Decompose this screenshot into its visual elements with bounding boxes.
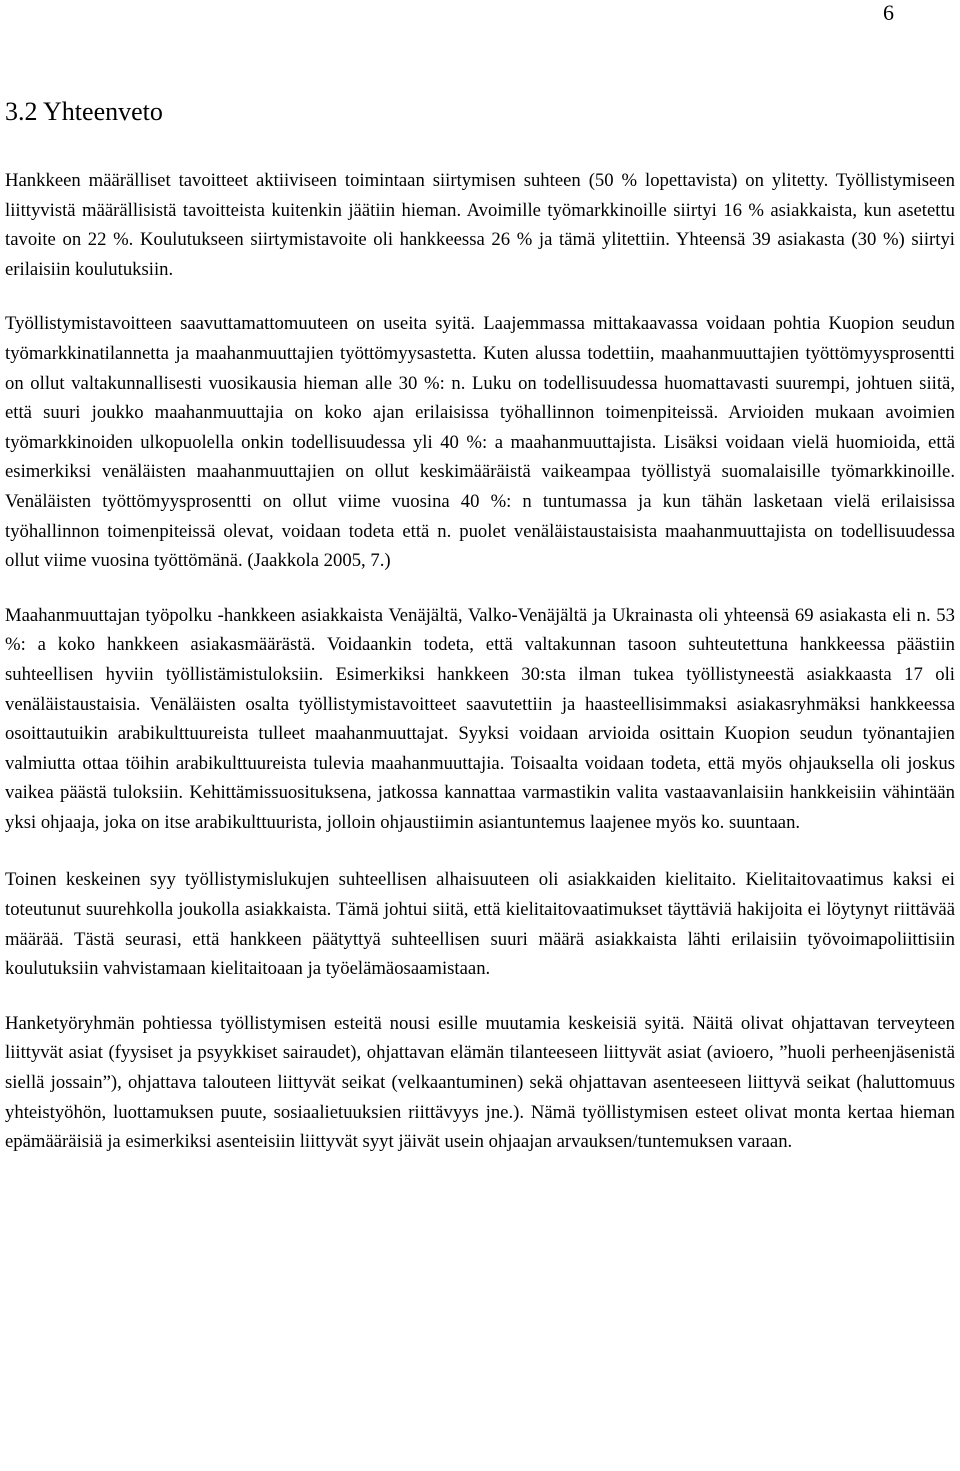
- section-heading: 3.2 Yhteenveto: [5, 97, 163, 126]
- document-body: [5, 166, 955, 1182]
- paragraph-summary: Hankkeen määrälliset tavoitteet aktiiviseen toimintaan siirtymisen suhteen (50 % lopettavista) on ylitetty. Työllistymiseen liittyvistä määrällisistä tavoitteista kuitenkin jäätiin hieman. Avoimille työmarkkinoille siirtyi 16 % asiakkaista, kun asetettu tavoite on 22 %. Koulutukseen siirtymistavoite oli hankkeessa 26 % ja tämä ylitettiin. Yhteensä 39 asiakasta (30 %) siirtyi erilaisiin koulutuksiin.: [5, 170, 955, 280]
- paragraph-employment-barriers: Hanketyöryhmän pohtiessa työllistymisen esteitä nousi esille muutamia keskeisiä syitä. Näitä olivat ohjattavan terveyteen liittyvät asiat (fyysiset ja psyykkiset sairaudet), ohjattavan elämän tilanteeseen liittyvät asiat (avioero, ”huoli perheenjäsenistä siellä jossain”), ohjattava talouteen liittyvät seikat (velkaantuminen) sekä ohjattavan asenteeseen liittyvä seikat (haluttomuus yhteistyöhön, luottamuksen puute, sosiaalietuuksien riittävyys jne.). Nämä työllistymisen esteet olivat monta kertaa hieman epämääräisiä ja esimerkiksi asenteisiin liittyvät syyt jäivät usein ohjaajan arvauksen/tuntemuksen varaan.: [5, 1012, 955, 1153]
- page-number: 6: [883, 0, 894, 25]
- paragraph-language-skills: Toinen keskeinen syy työllistymislukujen suhteellisen alhaisuuteen oli asiakkaiden kielitaito. Kielitaitovaatimus kaksi ei toteutunut suurehkolla joukolla asiakkaista. Tämä johtui siitä, että kielitaitovaatimukset täyttäviä hakijoita ei löytynyt riittävää määrää. Tästä seurasi, että hankkeen päätyttyä suhteellisen suuri määrä asiakkaista lähti erilaisiin työvoimapoliittisiin koulutuksiin vahvistamaan kielitaitoaan ja työelämäosaamistaan.: [5, 869, 955, 980]
- paragraph-russian-clients: Maahanmuuttajan työpolku -hankkeen asiakkaista Venäjältä, Valko-Venäjältä ja Ukrainasta oli yhteensä 69 asiakasta eli n. 53 %: a koko hankkeen asiakasmäärästä. Voidaankin todeta, että valtakunnan tasoon suhteutettuna hankkeessa päästiin suhteellisen hyviin työllistämistuloksiin. Esimerkiksi hankkeen 30:sta ilman tukea työllistyneestä asiakkaasta 17 oli venäläistaustaisia. Venäläisten osalta työllistymistavoitteet saavutettiin ja haasteellisimmaksi asiakasryhmäksi hankkeessa osoittautuikin arabikulttuureista tulleet maahanmuuttajat. Syyksi voidaan arvioida osittain Kuopion seudun työnantajien valmiutta ottaa töihin arabikulttuureista tulevia maahanmuuttajia. Toisaalta voidaan todeta, että myös ohjauksella oli joskus vaikea päästä tuloksiin. Kehittämissuosituksena, jatkossa kannattaa varmastikin valita vastaavanlaisiin hankkeisiin vähintään yksi ohjaaja, joka on itse arabikulttuurista, jolloin ohjaustiimin asiantuntemus laajenee myös ko. suuntaan.: [5, 604, 955, 833]
- paragraph-reasons: Työllistymistavoitteen saavuttamattomuuteen on useita syitä. Laajemmassa mittakaavassa voidaan pohtia Kuopion seudun työmarkkinatilannetta ja maahanmuuttajien työttömyysastetta. Kuten alussa todettiin, maahanmuuttajien työttömyysprosentti on ollut valtakunnallisesti vuosikausia hieman alle 30 %: n. Luku on todellisuudessa huomattavasti suurempi, johtuen siitä, että suuri joukko maahanmuuttajia on koko ajan erilaisissa työhallinnon toimenpiteissä. Arvioiden mukaan avoimien työmarkkinoiden ulkopuolella onkin todellisuudessa yli 40 %: a maahanmuuttajista. Lisäksi voidaan vielä huomioida, että esimerkiksi venäläisten maahanmuuttajien on ollut keskimääräistä vaikeampaa työllistyä suomalaisille työmarkkinoille. Venäläisten työttömyysprosentti on ollut viime vuosina 40 %: n tuntumassa ja kun tähän lasketaan vielä erilaisissa työhallinnon toimenpiteissä olevat, voidaan todeta että n. puolet venäläistaustaisista maahanmuuttajista on todellisuudessa ollut viime vuosina työttömänä. (Jaakkola 2005, 7.): [5, 313, 955, 572]
